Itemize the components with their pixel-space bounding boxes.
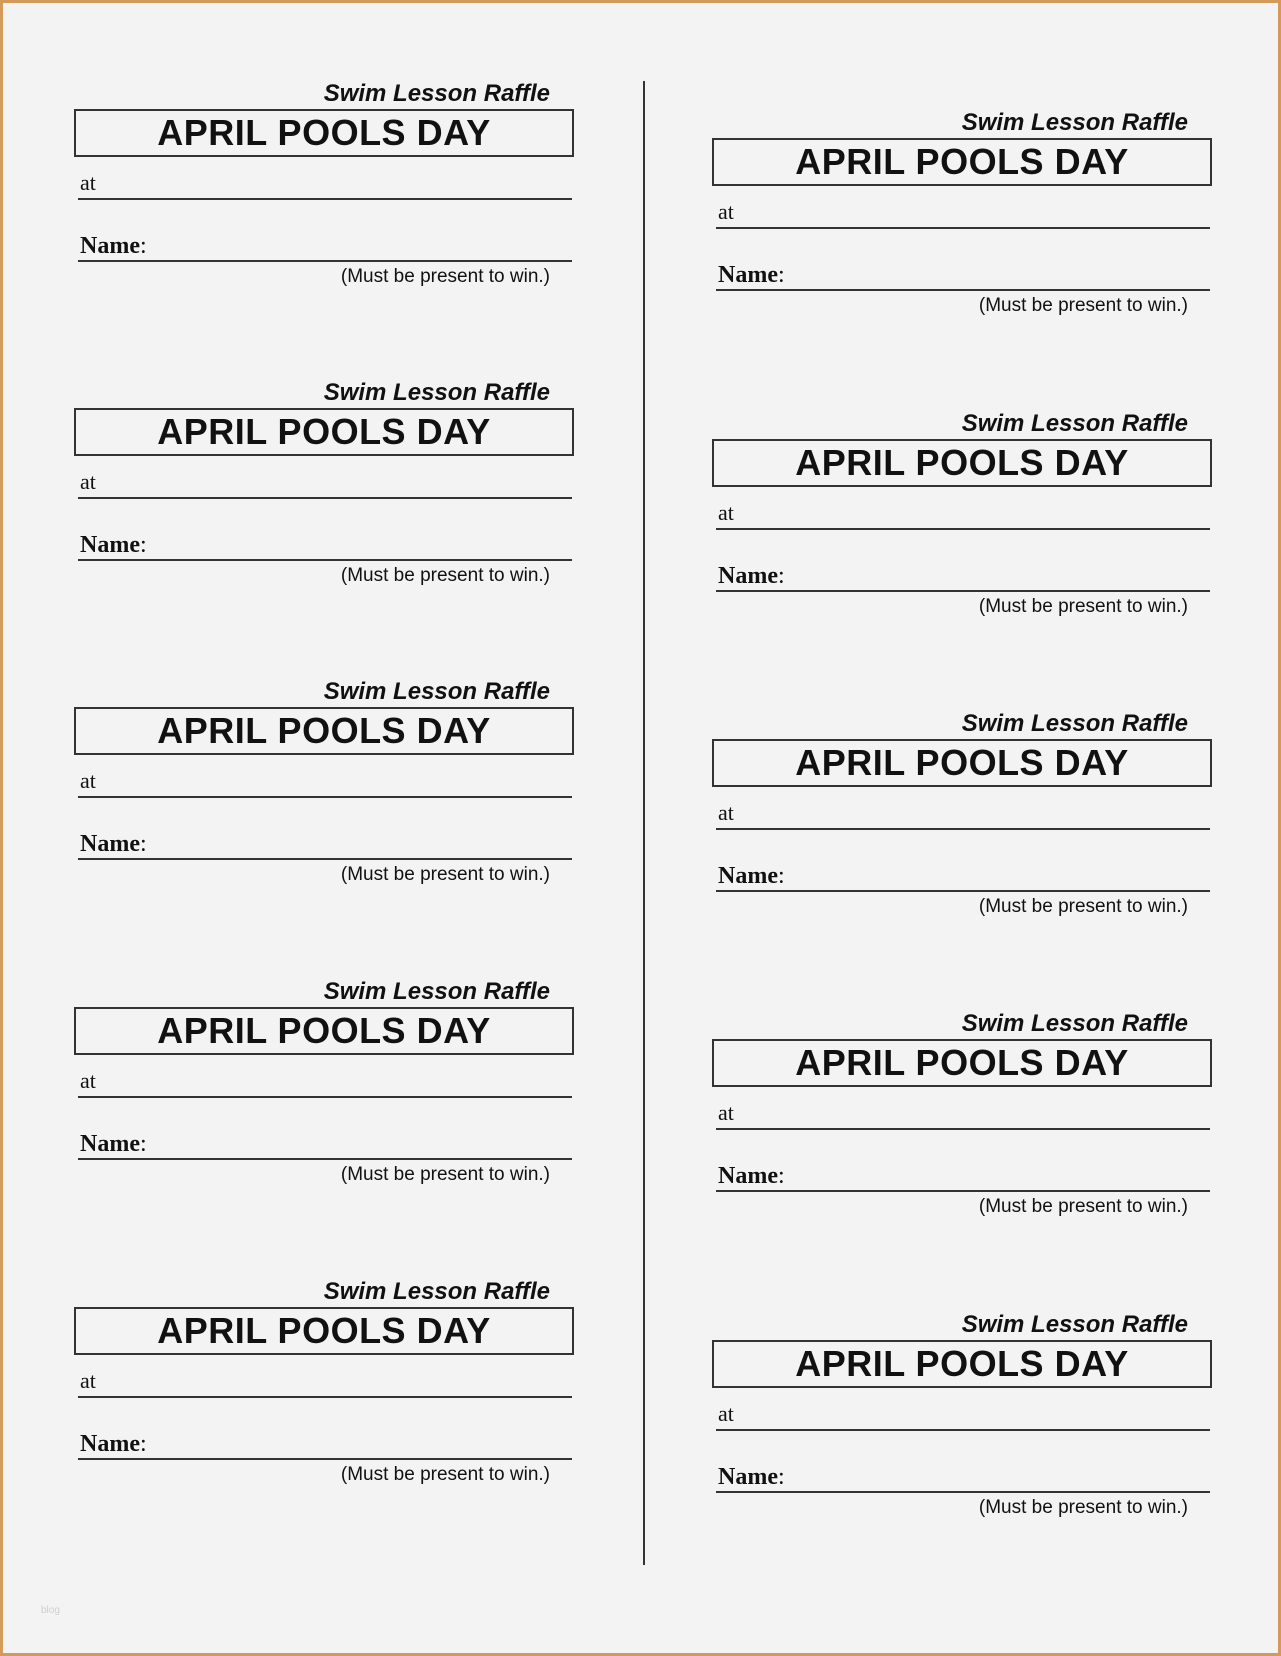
at-label: at [718,1100,734,1125]
at-label: at [80,1368,96,1393]
ticket-note: (Must be present to win.) [340,864,550,885]
watermark: blog [41,1605,60,1616]
ticket-note: (Must be present to win.) [340,565,550,586]
raffle-ticket [712,410,1212,660]
at-underline [716,1128,1210,1130]
name-line [78,522,572,561]
name-line [78,1121,572,1160]
at-underline [78,497,572,499]
at-label: at [80,170,96,195]
name-label [80,831,147,858]
name-line [716,1153,1210,1192]
at-line [78,162,572,200]
at-line [716,792,1210,830]
ticket-subtitle: Swim Lesson Raffle [961,1311,1188,1338]
name-label-text: Name [718,863,778,889]
at-line [716,1092,1210,1130]
ticket-title: APRIL POOLS DAY [74,408,574,456]
name-line [716,853,1210,892]
name-underline [716,1190,1210,1192]
at-label: at [718,1401,734,1426]
name-label-colon: : [777,563,785,589]
at-underline [78,1396,572,1398]
ticket-title: APRIL POOLS DAY [712,739,1212,787]
name-underline [78,260,572,262]
raffle-ticket [712,1010,1212,1260]
name-line [716,1454,1210,1493]
raffle-ticket [712,1311,1212,1561]
ticket-subtitle: Swim Lesson Raffle [323,678,550,705]
ticket-note: (Must be present to win.) [340,1164,550,1185]
at-line [716,1393,1210,1431]
name-underline [716,289,1210,291]
at-underline [78,1096,572,1098]
at-label: at [718,500,734,525]
name-label-text: Name [80,532,140,558]
at-line [716,191,1210,229]
ticket-title: APRIL POOLS DAY [74,707,574,755]
ticket-note: (Must be present to win.) [978,596,1188,617]
name-label-text: Name [718,1464,778,1490]
ticket-subtitle: Swim Lesson Raffle [961,1010,1188,1037]
at-line [78,1360,572,1398]
name-label [80,532,147,559]
ticket-note: (Must be present to win.) [978,1196,1188,1217]
ticket-note: (Must be present to win.) [978,896,1188,917]
raffle-ticket [74,978,574,1228]
ticket-title: APRIL POOLS DAY [712,1340,1212,1388]
name-underline [716,890,1210,892]
name-underline [716,1491,1210,1493]
name-label-colon: : [139,532,147,558]
name-label-colon: : [139,831,147,857]
at-label: at [80,469,96,494]
name-label-text: Name [80,831,140,857]
raffle-ticket [712,710,1212,960]
ticket-note: (Must be present to win.) [978,1497,1188,1518]
name-underline [78,1458,572,1460]
column-divider [643,81,645,1565]
name-underline [78,1158,572,1160]
ticket-note: (Must be present to win.) [340,266,550,287]
name-underline [78,858,572,860]
name-line [716,553,1210,592]
at-line [78,461,572,499]
name-label-text: Name [718,262,778,288]
name-label [718,863,785,890]
ticket-title: APRIL POOLS DAY [712,439,1212,487]
name-label-colon: : [139,1431,147,1457]
name-label [80,233,147,260]
at-underline [716,1429,1210,1431]
at-label: at [718,800,734,825]
name-label [718,563,785,590]
ticket-subtitle: Swim Lesson Raffle [323,80,550,107]
name-label-colon: : [777,1163,785,1189]
ticket-title: APRIL POOLS DAY [712,138,1212,186]
at-line [78,760,572,798]
name-label-colon: : [777,863,785,889]
at-line [78,1060,572,1098]
at-label: at [718,199,734,224]
at-label: at [80,768,96,793]
name-label [80,1431,147,1458]
name-line [78,1421,572,1460]
name-label-text: Name [80,1431,140,1457]
raffle-ticket [74,80,574,330]
name-label-colon: : [139,233,147,259]
name-underline [716,590,1210,592]
at-underline [716,828,1210,830]
ticket-title: APRIL POOLS DAY [712,1039,1212,1087]
ticket-subtitle: Swim Lesson Raffle [961,410,1188,437]
at-underline [78,796,572,798]
raffle-ticket [74,678,574,928]
at-label: at [80,1068,96,1093]
at-underline [78,198,572,200]
raffle-ticket [712,109,1212,359]
name-line [716,252,1210,291]
raffle-ticket [74,379,574,629]
ticket-subtitle: Swim Lesson Raffle [961,710,1188,737]
name-label-text: Name [718,563,778,589]
ticket-note: (Must be present to win.) [340,1464,550,1485]
at-underline [716,227,1210,229]
name-label-text: Name [80,1131,140,1157]
name-label-colon: : [777,1464,785,1490]
at-underline [716,528,1210,530]
name-label [718,1464,785,1491]
name-underline [78,559,572,561]
name-label [718,1163,785,1190]
ticket-title: APRIL POOLS DAY [74,1307,574,1355]
ticket-title: APRIL POOLS DAY [74,109,574,157]
ticket-title: APRIL POOLS DAY [74,1007,574,1055]
name-label-colon: : [777,262,785,288]
name-label-text: Name [80,233,140,259]
raffle-ticket [74,1278,574,1528]
ticket-subtitle: Swim Lesson Raffle [323,1278,550,1305]
at-line [716,492,1210,530]
name-line [78,223,572,262]
name-line [78,821,572,860]
name-label-colon: : [139,1131,147,1157]
ticket-subtitle: Swim Lesson Raffle [961,109,1188,136]
name-label [718,262,785,289]
ticket-note: (Must be present to win.) [978,295,1188,316]
name-label-text: Name [718,1163,778,1189]
ticket-subtitle: Swim Lesson Raffle [323,978,550,1005]
ticket-subtitle: Swim Lesson Raffle [323,379,550,406]
name-label [80,1131,147,1158]
